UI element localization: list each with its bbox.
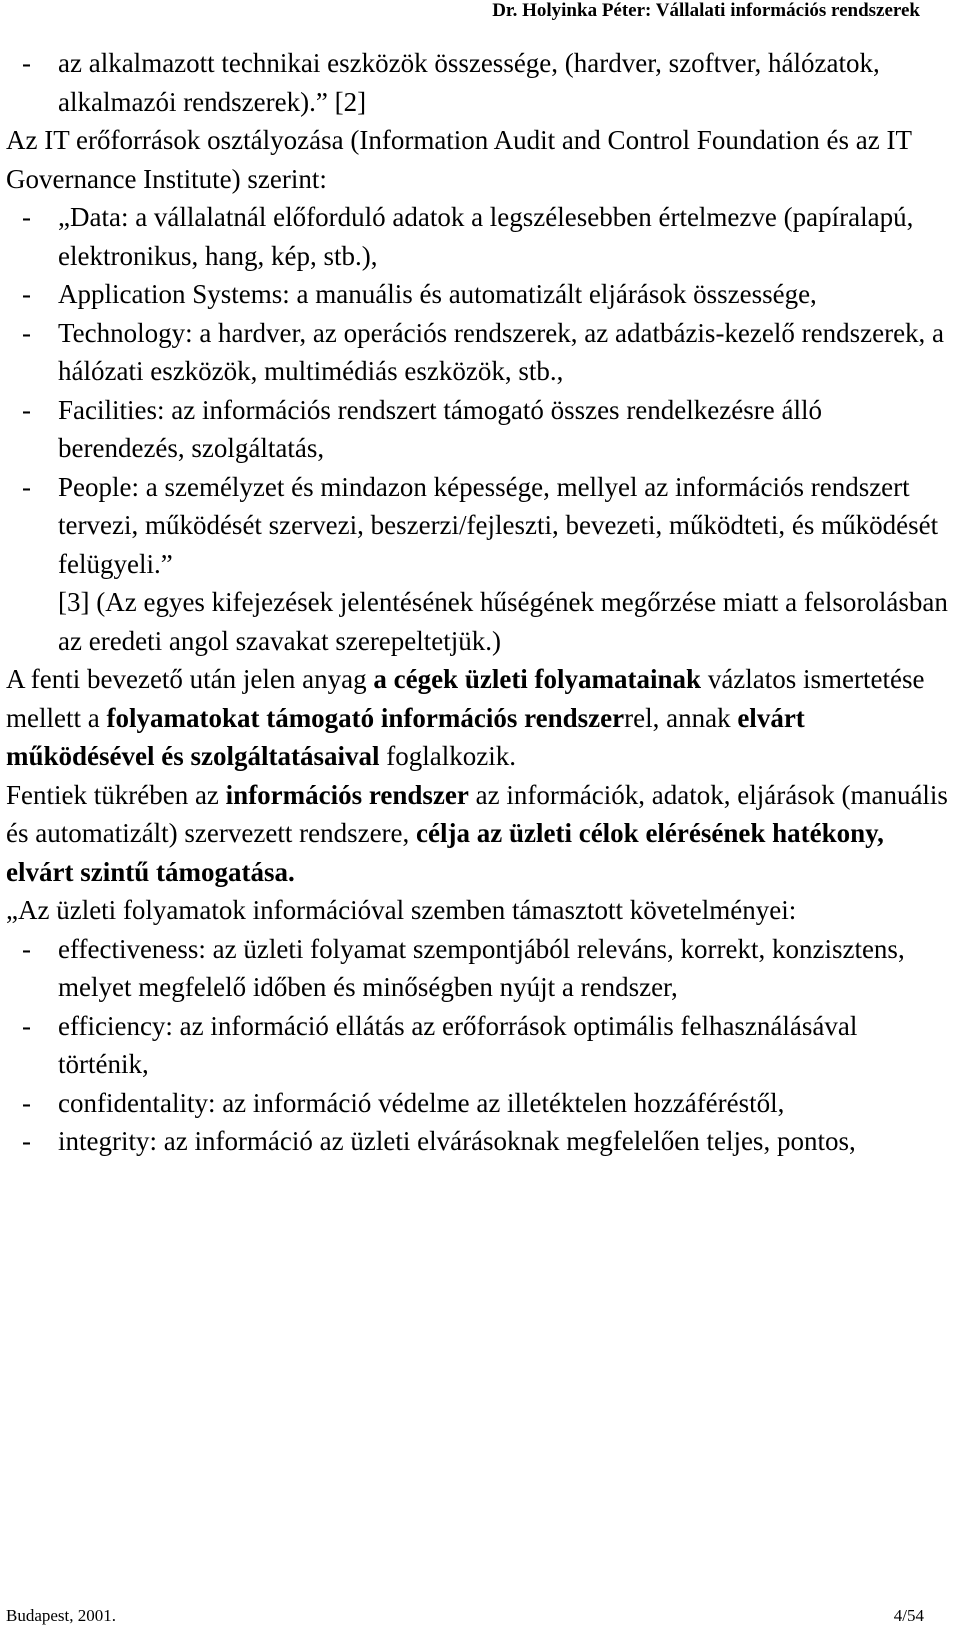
list-item-text: „Data: a vállalatnál előforduló adatok a legszélesebben értelmezve (papíralapú, elektronikus, hang, kép, stb.), [58,202,914,271]
list-dash: - [22,279,31,309]
list-item [6,198,952,275]
list-item-text: effectiveness: az üzleti folyamat szempontjából releváns, korrekt, konzisztens, melyet megfelelő időben és minőségben nyújt a rendszer, [58,933,905,1002]
text-run: Fentiek tükrében az [6,779,226,810]
list-item [6,391,952,468]
text-run: vázlatos ismertetése mellett a [6,664,925,733]
list-item [6,1084,952,1123]
resources-intro: Az IT erőforrások osztályozása (Information Audit and Control Foundation és az IT Governance Institute) szerint: [6,125,912,194]
list-dash: - [22,394,31,425]
page-header: Dr. Holyinka Péter: Vállalati információs rendszerek [492,0,920,21]
list-item [6,275,952,314]
text-run: az információk, adatok, eljárások (manuális és automatizált) szervezett rendszere, [6,779,948,848]
resources-list [6,198,952,660]
list-item [6,44,952,121]
list-dash: - [22,48,31,78]
list-dash: - [22,1010,31,1041]
text-run: rel, annak [624,702,738,733]
list-item [6,468,952,584]
text-run: foglalkozik. [379,741,516,771]
text-run: A fenti bevezető után jelen anyag [6,664,374,694]
list-dash: - [22,1087,31,1118]
requirements-intro: „Az üzleti folyamatok információval szemben támasztott követelményei: [6,895,797,925]
paragraph-intro-scope [6,660,952,776]
list-dash: - [22,1126,31,1156]
list-dash: - [22,202,31,232]
list-item-text: People: a személyzet és mindazon képessége, mellyel az információs rendszert tervezi, működését szervezi, beszerzi/fejleszti, bevezeti, működteti, és működését felügyeli.” [58,471,939,579]
bold-run: a cégek üzleti folyamatainak [373,664,702,694]
list-dash: - [22,471,31,502]
footer-place-date: Budapest, 2001. [6,1606,117,1625]
list-item-text: integrity: az információ az üzleti elvárásoknak megfelelően teljes, pontos, [58,1126,856,1156]
resources-note: [3] (Az egyes kifejezések jelentésének hűségének megőrzése miatt a felsorolásban az eredeti angol szavakat szerepeltetjük.) [58,587,948,656]
bold-run: információs rendszer [225,779,469,810]
paragraph-definition [6,776,952,892]
bold-run: elvárt működésével és szolgáltatásaival [6,702,805,771]
list-item [6,314,952,391]
list-item [6,930,952,1007]
list-item-text: confidentality: az információ védelme az illetéktelen hozzáféréstől, [58,1087,785,1118]
list-dash: - [22,317,31,348]
list-item-text: Facilities: az információs rendszert támogató összes rendelkezésre álló berendezés, szolgáltatás, [58,394,822,463]
list-dash: - [22,933,31,964]
list-item [6,1122,952,1161]
page-number: 4/54 [893,1606,924,1625]
requirements-list [6,930,952,1161]
list-item-text: az alkalmazott technikai eszközök összessége, (hardver, szoftver, hálózatok, alkalmazói rendszerek).” [2] [58,48,880,117]
document-body [6,44,952,1161]
list-item-text: Application Systems: a manuális és automatizált eljárások összessége, [58,279,817,309]
bold-run: folyamatokat támogató információs rendszer [106,702,625,733]
list-item-text: Technology: a hardver, az operációs rendszerek, az adatbázis-kezelő rendszerek, a hálózati eszközök, multimédiás eszközök, stb., [58,317,945,386]
list-item-text: efficiency: az információ ellátás az erőforrások optimális felhasználásával történik, [58,1010,858,1079]
bold-run: célja az üzleti célok elérésének hatékony, elvárt szintű támogatása. [6,818,884,887]
list-item [6,1007,952,1084]
